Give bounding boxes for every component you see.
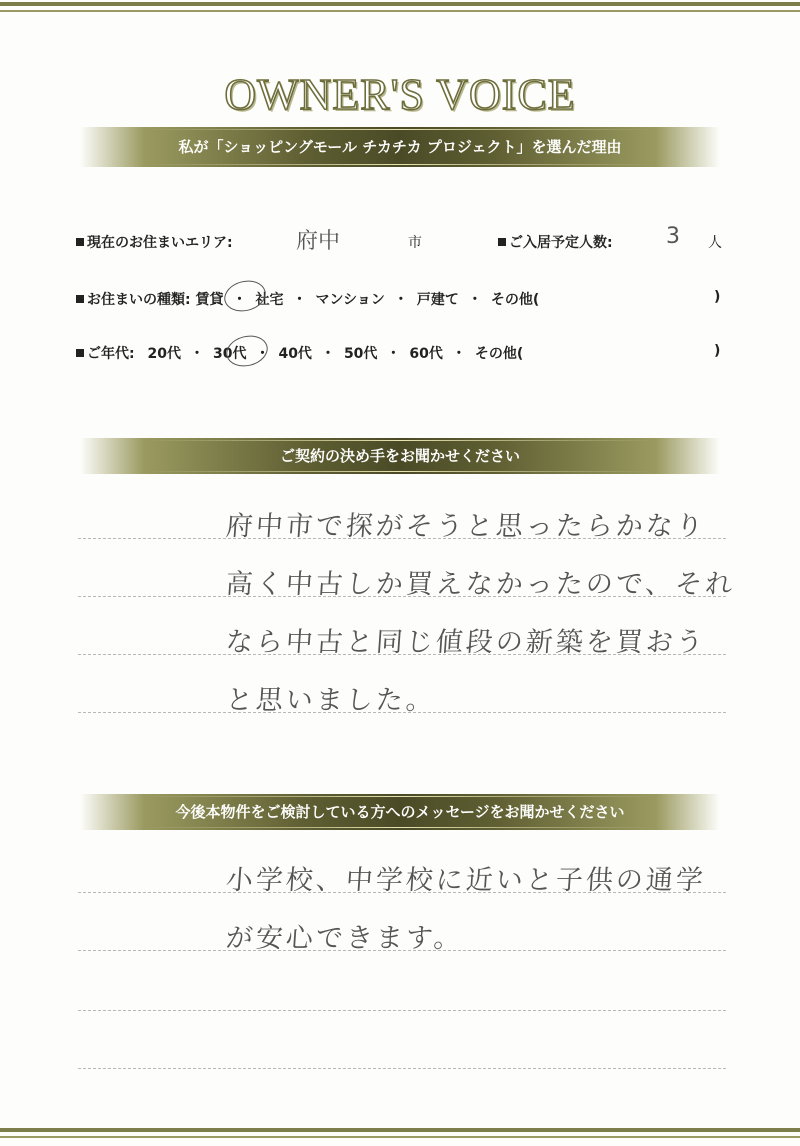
answer-ruled-line [78,950,726,951]
area-label: 現在のお住まいエリア: [87,235,233,251]
decision-line-2: 高く中古しか買えなかったので、それ [224,569,737,600]
message-line-1: 小学校、中学校に近いと子供の通学 [224,865,707,896]
age-option-60s: 60代 [409,346,443,362]
area-row [76,232,233,252]
answer-ruled-line [78,712,726,713]
decision-line-3: なら中古と同じ値段の新築を買おう [224,627,707,658]
people-row [498,232,613,252]
area-value: 府中 [296,229,341,254]
age-selected-circle [223,331,271,370]
answer-ruled-line [78,596,726,597]
age-row: ご年代: 20代 ・ 30代 ・ 40代 ・ 50代 ・ 60代 ・ その他( [76,343,523,363]
bullet-icon [76,295,84,303]
housing-selected-circle [221,276,269,315]
people-value: 3 [666,224,680,249]
bottom-frame-border [0,1128,800,1144]
answer-ruled-line [78,538,726,539]
housing-row: お住まいの種類: 賃貸 ・ 社宅 ・ マンション ・ 戸建て ・ その他( [76,289,539,309]
bullet-icon [76,349,84,357]
message-line-2: が安心できます。 [224,923,465,954]
housing-close-paren: ) [714,289,721,305]
age-option-other: その他( [474,346,524,362]
decision-line-1: 府中市で探がそうと思ったらかなり [224,511,707,542]
housing-option-mansion: マンション [315,292,385,308]
age-option-40s: 40代 [278,346,312,362]
answer-ruled-line [78,654,726,655]
housing-option-rental: 賃貸 [195,292,224,308]
bullet-icon [498,238,506,246]
age-close-paren: ) [714,343,721,359]
age-option-30s: 30代 [212,346,247,362]
answer-ruled-line [78,1010,726,1011]
age-label: ご年代: [87,346,135,362]
age-option-20s: 20代 [147,346,181,362]
housing-option-company: 社宅 [255,292,284,308]
page-title: OWNER'S VOICE [224,70,576,119]
people-unit: 人 [708,235,722,251]
decision-banner: ご契約の決め手をお聞かせください [80,438,720,474]
bullet-icon [76,238,84,246]
reason-banner: 私が「ショッピングモール チカチカ プロジェクト」を選んだ理由 [80,127,720,167]
housing-option-other: その他( [490,292,540,308]
decision-line-4: と思いました。 [224,685,437,716]
answer-ruled-line [78,892,726,893]
age-option-50s: 50代 [343,346,378,362]
top-frame-border [0,0,800,16]
answer-ruled-line [78,1068,726,1069]
people-label: ご入居予定人数: [509,235,613,251]
housing-label: お住まいの種類: [87,292,191,308]
area-unit: 市 [408,235,422,251]
message-banner: 今後本物件をご検討している方へのメッセージをお聞かせください [80,794,720,830]
housing-option-house: 戸建て [416,292,459,308]
